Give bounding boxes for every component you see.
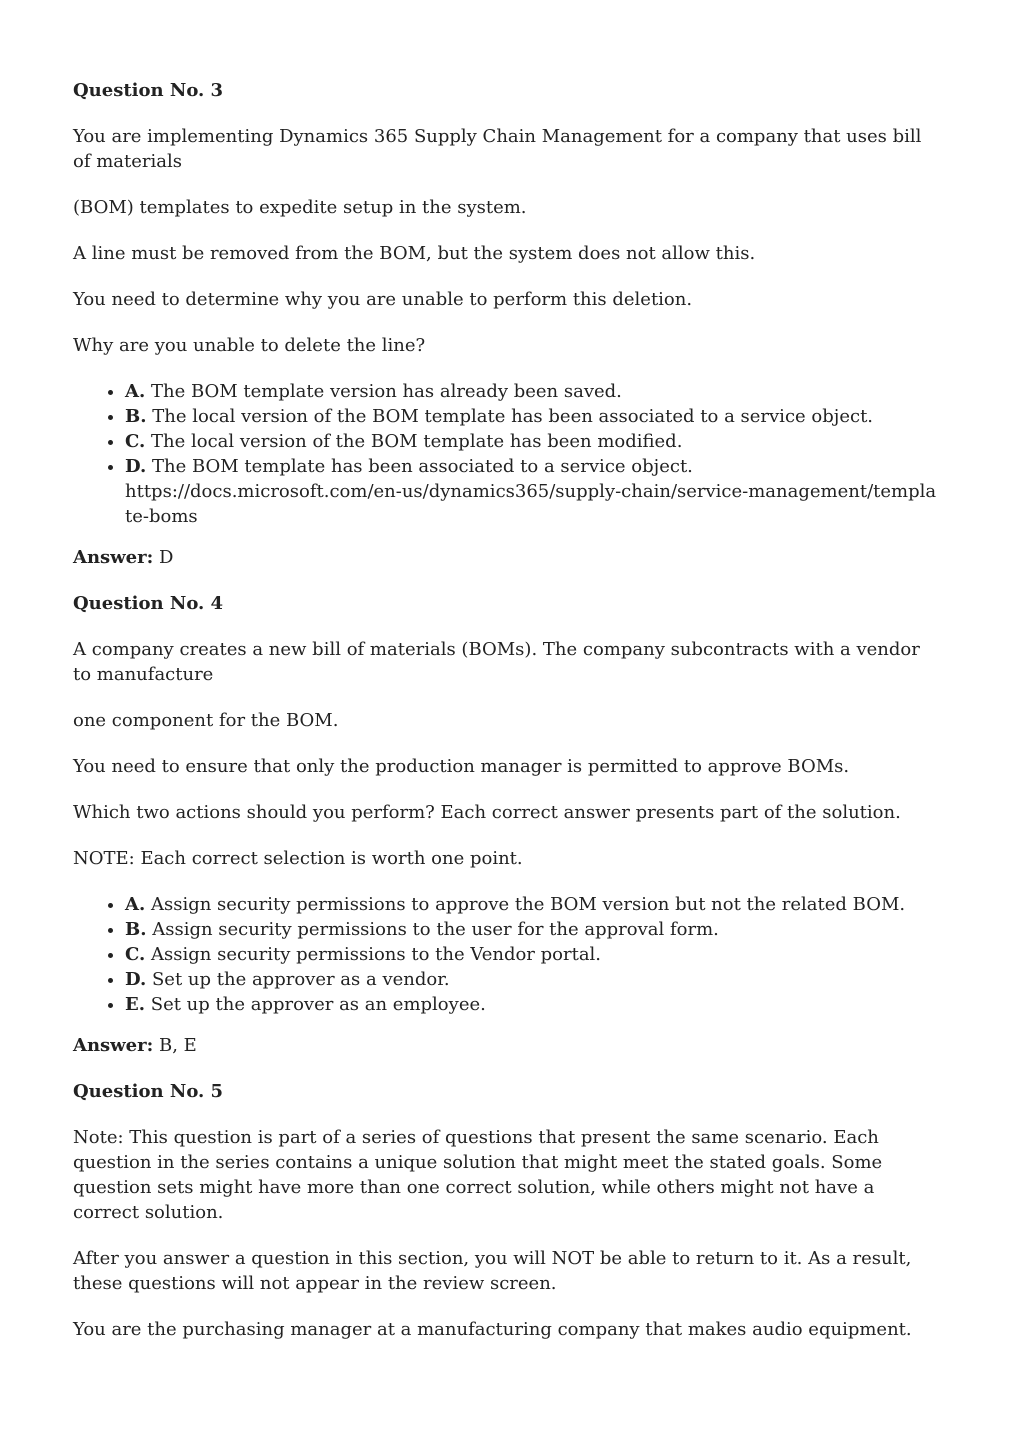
question-text: Why are you unable to delete the line? <box>73 335 426 356</box>
answer-value: D <box>159 547 174 568</box>
option-a <box>125 379 938 404</box>
option-list <box>73 379 938 529</box>
option-d <box>125 454 938 529</box>
option-text: The local version of the BOM template has been associated to a service object. <box>152 406 874 427</box>
question-title: Question No. 4 <box>73 593 224 614</box>
answer-line <box>73 545 938 570</box>
question-text: You need to determine why you are unable to perform this deletion. <box>73 289 693 310</box>
option-b <box>125 917 938 942</box>
option-a <box>125 892 938 917</box>
question-title: Question No. 5 <box>73 1081 224 1102</box>
option-text: The BOM template has been associated to a service object. <box>151 456 693 477</box>
option-list <box>73 892 938 1017</box>
option-e <box>125 992 938 1017</box>
option-letter: C. <box>125 944 146 965</box>
answer-label: Answer: <box>73 1035 154 1056</box>
question-text: A company creates a new bill of materials (BOMs). The company subcontracts with a vendor to manufacture <box>73 639 920 685</box>
option-letter: B. <box>125 919 147 940</box>
answer-value: B, E <box>159 1035 197 1056</box>
question-5 <box>73 1079 938 1342</box>
option-letter: B. <box>125 406 147 427</box>
option-b <box>125 404 938 429</box>
question-4 <box>73 591 938 1058</box>
option-d <box>125 967 938 992</box>
reference-url: https://docs.microsoft.com/en-us/dynamics365/supply-chain/service-management/template-boms <box>125 481 937 527</box>
question-text: Which two actions should you perform? Each correct answer presents part of the solution. <box>73 802 901 823</box>
option-c <box>125 429 938 454</box>
question-text: After you answer a question in this section, you will NOT be able to return to it. As a result, these questions will not appear in the review screen. <box>73 1248 912 1294</box>
option-letter: D. <box>125 456 147 477</box>
option-letter: E. <box>125 994 145 1015</box>
question-text: You are implementing Dynamics 365 Supply Chain Management for a company that uses bill of materials <box>73 126 922 172</box>
option-letter: A. <box>125 894 146 915</box>
option-c <box>125 942 938 967</box>
question-text: You are the purchasing manager at a manufacturing company that makes audio equipment. <box>73 1319 912 1340</box>
option-text: Set up the approver as a vendor. <box>151 969 450 990</box>
option-text: The BOM template version has already been saved. <box>150 381 622 402</box>
question-text: (BOM) templates to expedite setup in the system. <box>73 197 527 218</box>
option-text: Assign security permissions to approve the BOM version but not the related BOM. <box>150 894 906 915</box>
question-text: A line must be removed from the BOM, but the system does not allow this. <box>73 243 756 264</box>
answer-line <box>73 1033 938 1058</box>
question-3 <box>73 78 938 570</box>
question-text: NOTE: Each correct selection is worth one point. <box>73 848 523 869</box>
option-text: Assign security permissions to the user for the approval form. <box>152 919 719 940</box>
option-text: Set up the approver as an employee. <box>150 994 486 1015</box>
option-letter: A. <box>125 381 146 402</box>
question-text: You need to ensure that only the production manager is permitted to approve BOMs. <box>73 756 850 777</box>
option-letter: C. <box>125 431 146 452</box>
option-letter: D. <box>125 969 147 990</box>
option-text: The local version of the BOM template has been modified. <box>151 431 683 452</box>
question-text: one component for the BOM. <box>73 710 339 731</box>
answer-label: Answer: <box>73 547 154 568</box>
question-text: Note: This question is part of a series of questions that present the same scenario. Each question in the series contains a unique solution that might meet the stated goals. Some question sets might have more than one correct solution, while others might not have a correct solution. <box>73 1127 883 1223</box>
question-title: Question No. 3 <box>73 80 224 101</box>
option-text: Assign security permissions to the Vendor portal. <box>151 944 602 965</box>
